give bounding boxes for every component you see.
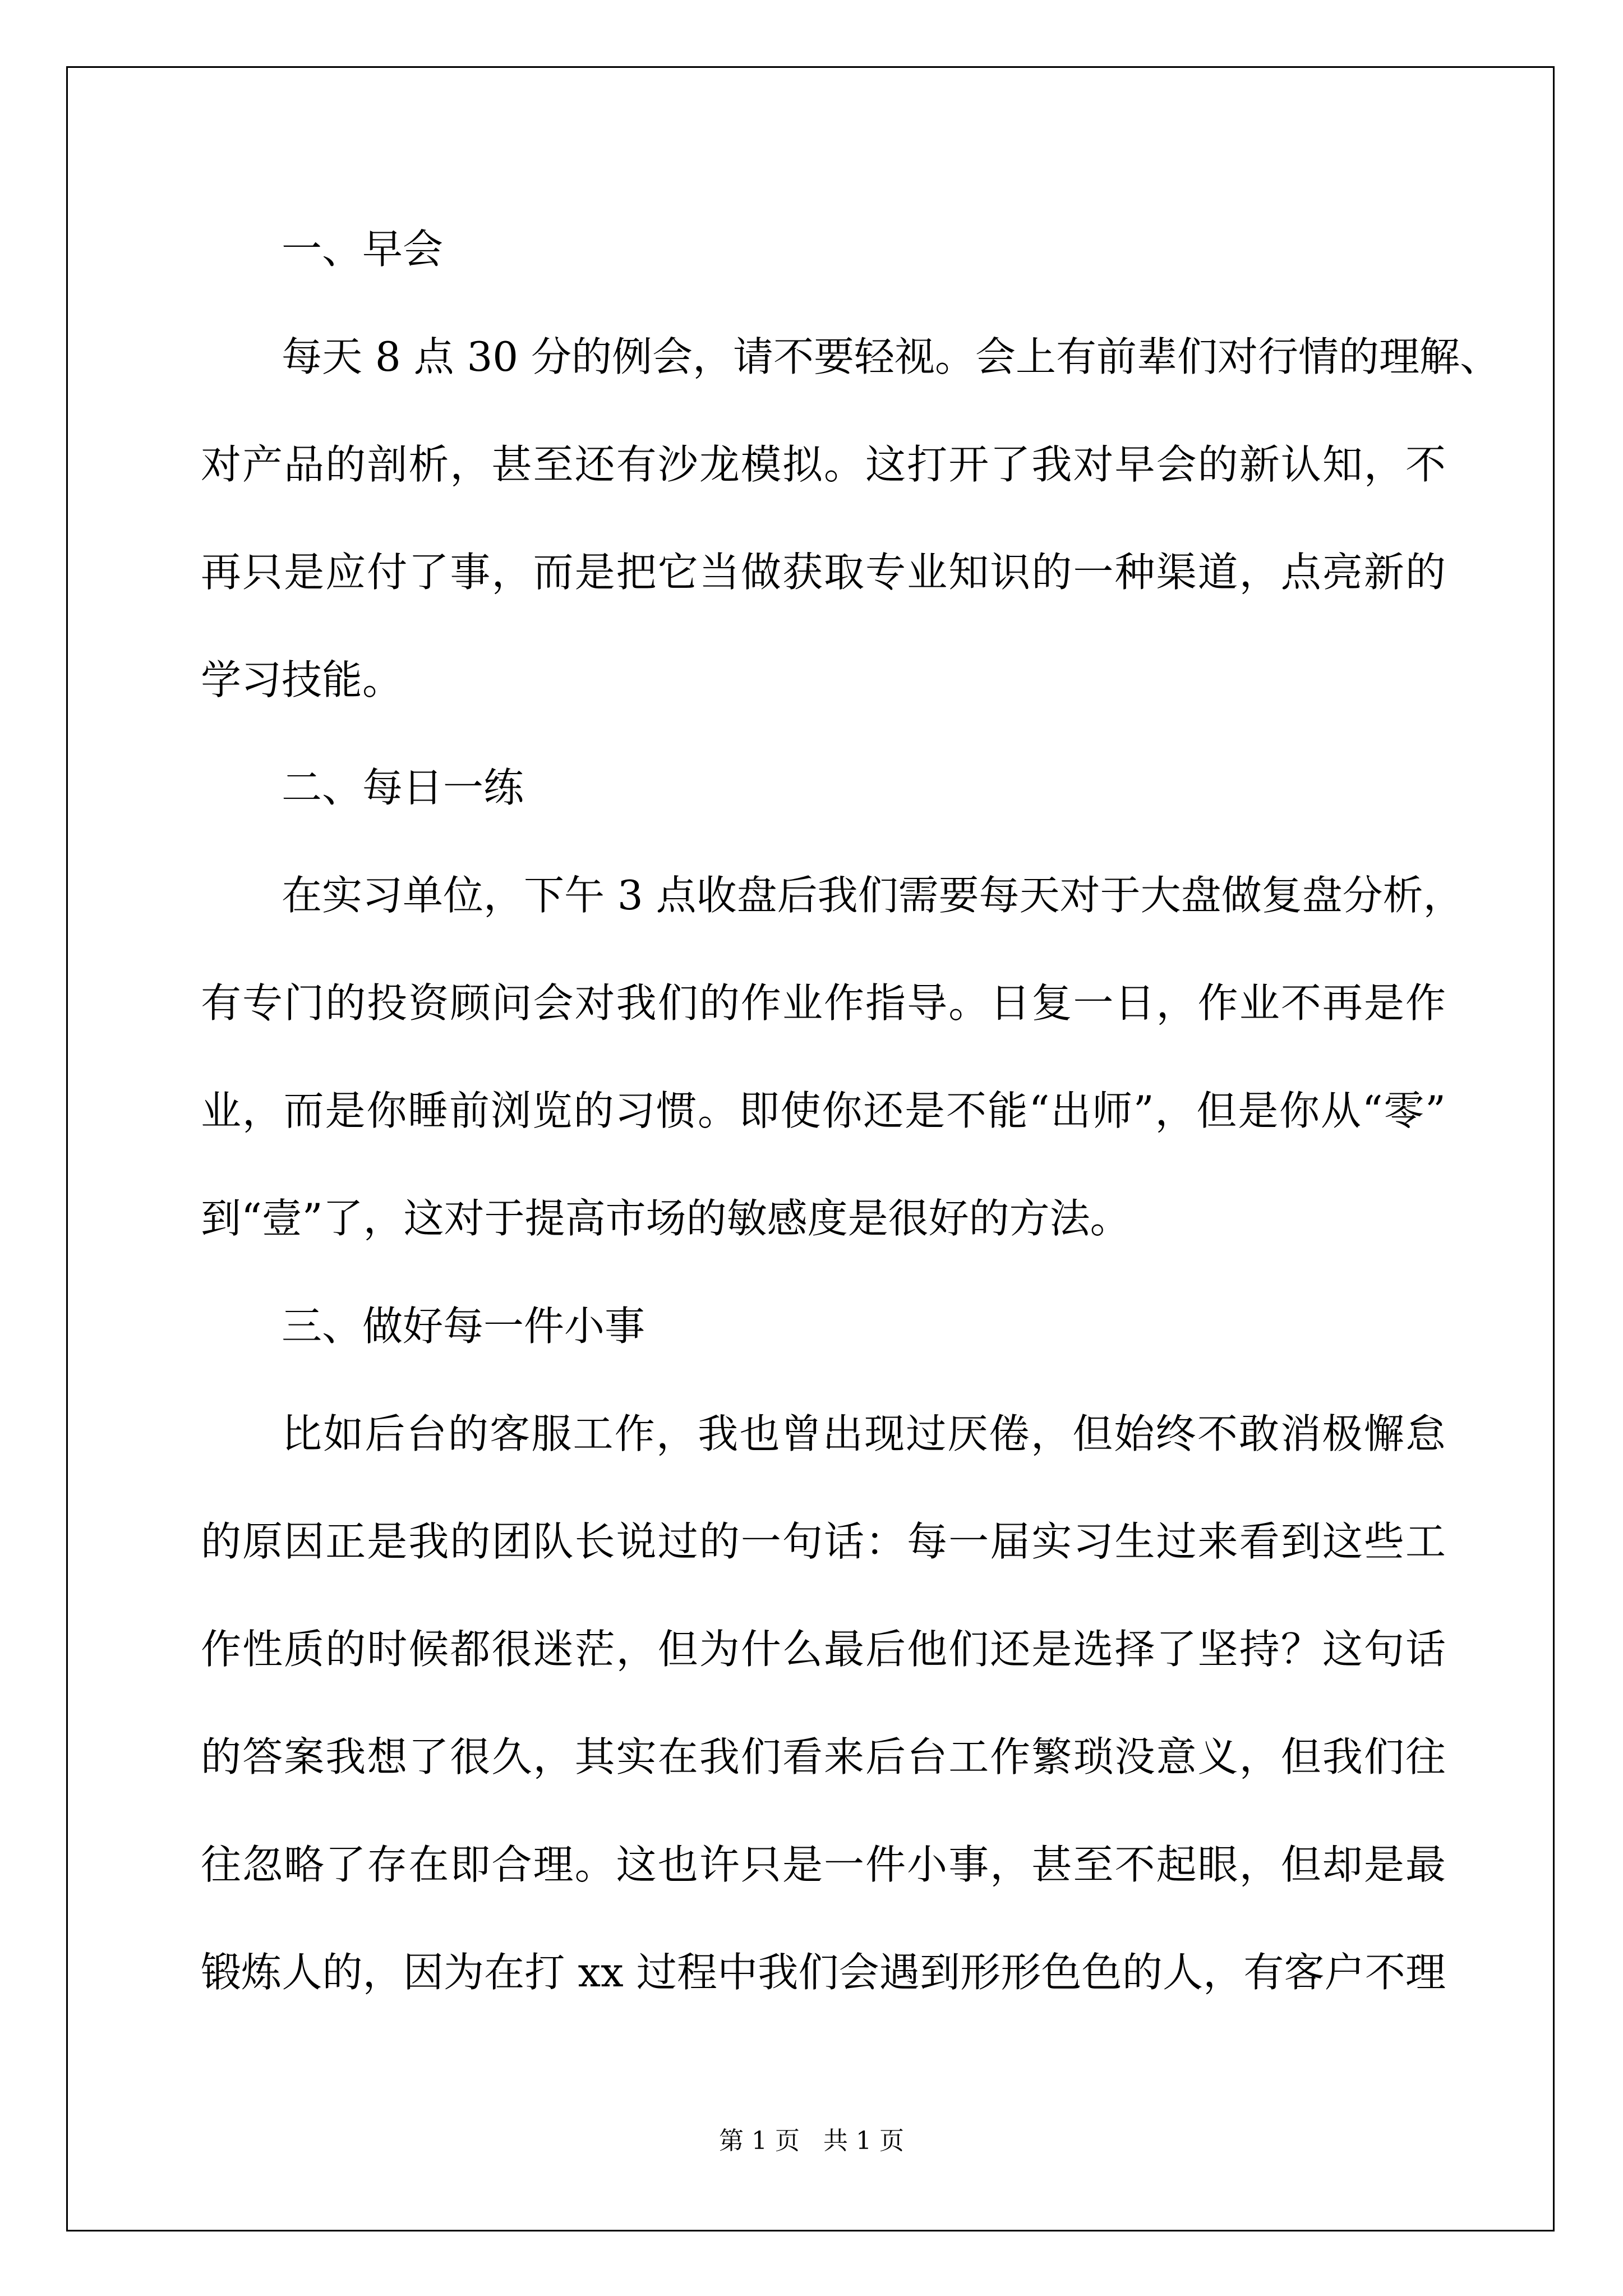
paragraph-line: 对产品的剖析，甚至还有沙龙模拟。这打开了我对早会的新认知，不 [201, 441, 1446, 488]
paragraph-line: 作性质的时候都很迷茫，但为什么最后他们还是选择了坚持？这句话 [201, 1626, 1446, 1673]
paragraph-line: 锻炼人的，因为在打 xx 过程中我们会遇到形形色色的人，有客户不理 [201, 1949, 1446, 1996]
paragraph-line: 每天 8 点 30 分的例会，请不要轻视。会上有前辈们对行情的理解、 [282, 333, 1500, 380]
paragraph-line: 业，而是你睡前浏览的习惯。即使你还是不能“出师”，但是你从“零” [201, 1087, 1446, 1134]
page-border [66, 66, 1555, 2231]
page-number-footer: 第 1 页 共 1 页 [719, 2127, 904, 2155]
paragraph-line: 在实习单位，下午 3 点收盘后我们需要每天对于大盘做复盘分析， [282, 872, 1464, 919]
paragraph-line: 的答案我想了很久，其实在我们看来后台工作繁琐没意义，但我们往 [201, 1733, 1446, 1780]
paragraph-line: 有专门的投资顾问会对我们的作业作指导。日复一日，作业不再是作 [201, 979, 1446, 1027]
paragraph-line: 的原因正是我的团队长说过的一句话：每一届实习生过来看到这些工 [201, 1518, 1446, 1565]
heading-small-things: 三、做好每一件小事 [282, 1303, 645, 1350]
paragraph-line: 学习技能。 [201, 656, 403, 703]
heading-morning-meeting: 一、早会 [282, 226, 444, 273]
paragraph-line: 往忽略了存在即合理。这也许只是一件小事，甚至不起眼，但却是最 [201, 1841, 1446, 1888]
paragraph-line: 比如后台的客服工作，我也曾出现过厌倦，但始终不敢消极懈怠 [282, 1410, 1446, 1457]
heading-daily-practice: 二、每日一练 [282, 764, 524, 811]
paragraph-line: 到“壹”了，这对于提高市场的敏感度是很好的方法。 [201, 1195, 1131, 1242]
paragraph-line: 再只是应付了事，而是把它当做获取专业知识的一种渠道，点亮新的 [201, 549, 1446, 596]
